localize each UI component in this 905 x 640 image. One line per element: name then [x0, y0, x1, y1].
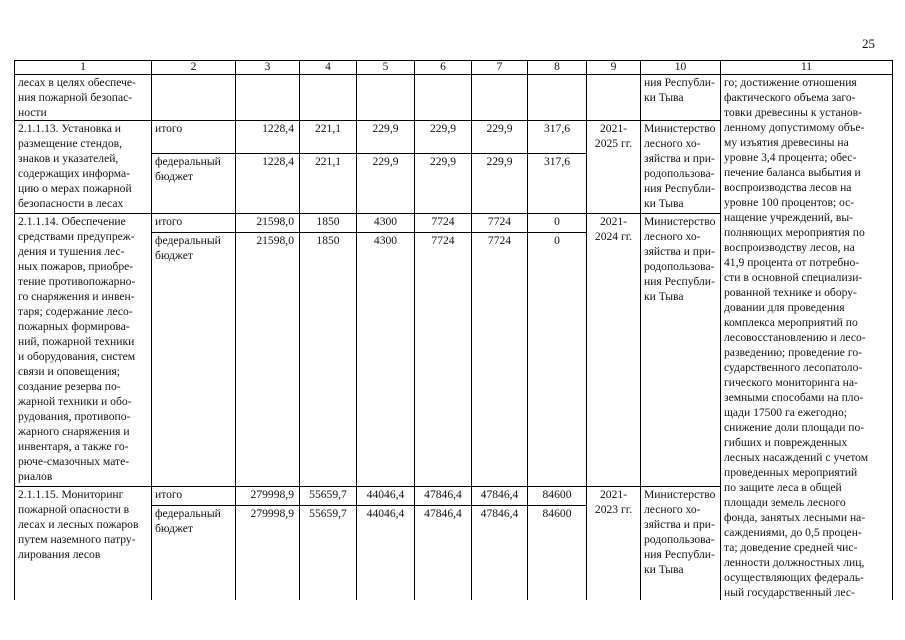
- header-cell: 6: [415, 61, 472, 75]
- value-cell: 47846,4: [415, 505, 472, 600]
- measure-name-cell: 2.1.1.13. Установка и размещение стендов, знаков и указателей, содержащих информа- цию о мерах пожарной безопасности в лесах: [15, 121, 152, 214]
- value-cell: 1228,4: [236, 154, 300, 214]
- value-cell: 279998,9: [236, 505, 300, 600]
- header-cell: 7: [472, 61, 528, 75]
- value-cell: 7724: [472, 214, 528, 233]
- measure-name-cell: 2.1.1.15. Мониторинг пожарной опасности в лесах и лесных пожаров путем наземного патру- лирования лесов: [15, 487, 152, 600]
- value-cell: 7724: [472, 232, 528, 486]
- executor-cell: Министерство лесного хо- зяйства и при- родопользова- ния Республи- ки Тыва: [641, 121, 721, 214]
- executor-cell: Министерство лесного хо- зяйства и при- родопользова- ния Республи- ки Тыва: [641, 214, 721, 487]
- value-cell: 221,1: [300, 121, 357, 154]
- page-number: 25: [862, 36, 875, 51]
- executor-cell: Министерство лесного хо- зяйства и при- родопользова- ния Республи- ки Тыва: [641, 487, 721, 600]
- funding-source-cell: итого: [152, 214, 236, 233]
- value-cell: 47846,4: [472, 487, 528, 505]
- value-cell: 1850: [300, 214, 357, 233]
- value-cell: 44046,4: [357, 505, 415, 600]
- header-cell: 10: [641, 61, 721, 75]
- value-cell: 229,9: [357, 154, 415, 214]
- period-cell: 2021- 2025 гг.: [587, 121, 641, 214]
- funding-source-cell: федеральный бюджет: [152, 154, 236, 214]
- period-cell: 2021- 2024 гг.: [587, 214, 641, 487]
- value-cell: 0: [528, 214, 587, 233]
- value-cell: 7724: [415, 232, 472, 486]
- empty-cell: [587, 75, 641, 121]
- value-cell: 221,1: [300, 154, 357, 214]
- value-cell: 84600: [528, 487, 587, 505]
- value-cell: 229,9: [357, 121, 415, 154]
- value-cell: 47846,4: [472, 505, 528, 600]
- header-cell: 9: [587, 61, 641, 75]
- value-cell: 229,9: [415, 154, 472, 214]
- value-cell: 84600: [528, 505, 587, 600]
- header-cell: 1: [15, 61, 152, 75]
- program-table: [14, 60, 893, 600]
- value-cell: 44046,4: [357, 487, 415, 505]
- empty-cell: [415, 75, 472, 121]
- empty-cell: [528, 75, 587, 121]
- header-cell: 2: [152, 61, 236, 75]
- header-cell: 11: [721, 61, 893, 75]
- funding-source-cell: итого: [152, 487, 236, 505]
- measure-name-cell: 2.1.1.14. Обеспечение средствами предупреж- дения и тушения лес- ных пожаров, приобре- тение противопожарно- го снаряжения и инвен- таря; содержание лесо- пожарных формирова- ний, пожарной техники и оборудования, систем связи и оповещения; создание резерва по- жарной техники и обо- рудования, противопо- жарного снаряжения и инвентаря, а также го- рюче-смазочных мате- риалов: [15, 214, 152, 487]
- empty-cell: [152, 75, 236, 121]
- header-row: [15, 61, 893, 75]
- value-cell: 0: [528, 232, 587, 486]
- value-cell: 229,9: [415, 121, 472, 154]
- header-cell: 3: [236, 61, 300, 75]
- value-cell: 229,9: [472, 121, 528, 154]
- header-cell: 8: [528, 61, 587, 75]
- funding-source-cell: федеральный бюджет: [152, 505, 236, 600]
- empty-cell: [472, 75, 528, 121]
- value-cell: 21598,0: [236, 214, 300, 233]
- header-cell: 5: [357, 61, 415, 75]
- value-cell: 47846,4: [415, 487, 472, 505]
- value-cell: 21598,0: [236, 232, 300, 486]
- measure-name-cell: лесах в целях обеспече- ния пожарной безопас- ности: [15, 75, 152, 121]
- empty-cell: [357, 75, 415, 121]
- period-cell: 2021- 2023 гг.: [587, 487, 641, 600]
- value-cell: 55659,7: [300, 505, 357, 600]
- value-cell: 7724: [415, 214, 472, 233]
- expected-results-cell: го; достижение отношения фактического объема заго- товки древесины к установ- ленному допустимому объе- му изъятия древесины на уровне 3,4 процента; обес- печение баланса выбытия и воспроизводства лесов на уровне 100 процентов; ос- нащение учреждений, вы- полняющих мероприятия по воспроизводству лесов, на 41,9 процента от потребно- сти в основной специализи- рованной технике и обору- довании для проведения комплекса мероприятий по лесовосстановлению и лесо- разведению; проведение го- сударственного лесопатоло- гического мониторинга на- земными способами на пло- щади 17500 га ежегодно; снижение доли площади по- гибших и поврежденных лесных насаждений с учетом проведенных мероприятий по защите леса в общей площади земель лесного фонда, занятых лесными на- саждениями, до 0,5 процен- та; доведение средней чис- ленности должностных лиц, осуществляющих федераль- ный государственный лес-: [721, 75, 893, 601]
- value-cell: 317,6: [528, 121, 587, 154]
- funding-source-cell: итого: [152, 121, 236, 154]
- funding-source-cell: федеральный бюджет: [152, 232, 236, 486]
- value-cell: 229,9: [472, 154, 528, 214]
- empty-cell: [236, 75, 300, 121]
- value-cell: 4300: [357, 232, 415, 486]
- value-cell: 1228,4: [236, 121, 300, 154]
- value-cell: 1850: [300, 232, 357, 486]
- header-cell: 4: [300, 61, 357, 75]
- value-cell: 4300: [357, 214, 415, 233]
- table-row: [15, 75, 893, 121]
- value-cell: 279998,9: [236, 487, 300, 505]
- executor-cell: ния Республи- ки Тыва: [641, 75, 721, 121]
- value-cell: 55659,7: [300, 487, 357, 505]
- value-cell: 317,6: [528, 154, 587, 214]
- empty-cell: [300, 75, 357, 121]
